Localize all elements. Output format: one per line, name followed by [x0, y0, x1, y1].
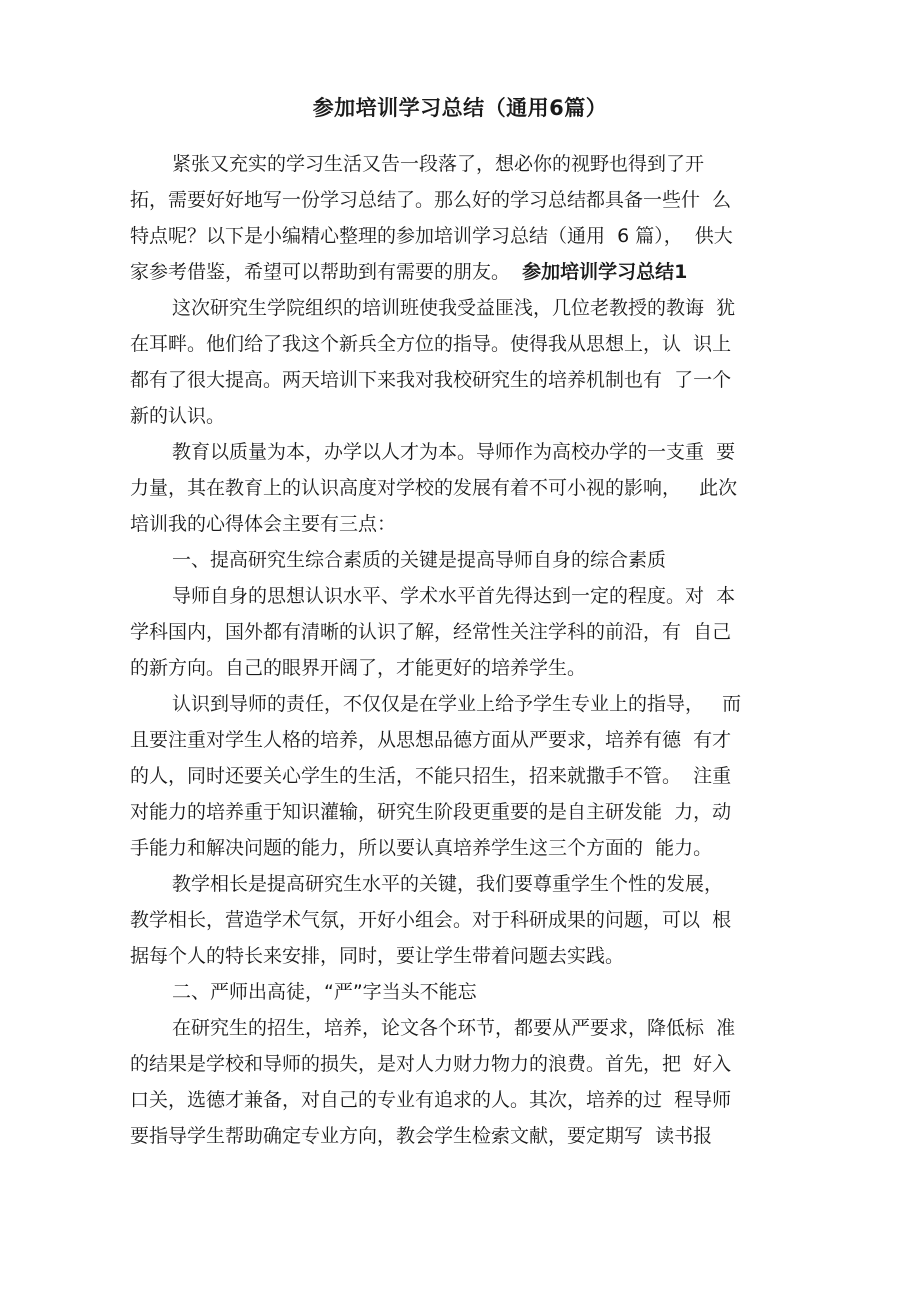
paragraph-line: 都有了很大提高。两天培训下来我对我校研究生的培养机制也有 了一个: [130, 369, 732, 391]
paragraph-line: 口关，选德才兼备，对自己的专业有追求的人。其次，培养的过 程导师: [130, 1089, 732, 1111]
paragraph-line: 拓，需要好好地写一份学习总结了。那么好的学习总结都具备一些什 么: [130, 189, 732, 211]
paragraph-line: 认识到导师的责任，不仅仅是在学业上给予学生专业上的指导， 而: [172, 693, 742, 715]
paragraph-line: 教学相长是提高研究生水平的关键，我们要尊重学生个性的发展，: [172, 873, 724, 895]
paragraph-line: 在耳畔。他们给了我这个新兵全方位的指导。使得我从思想上，认 识上: [130, 333, 732, 355]
subheading-line: 一、提高研究生综合素质的关键是提高导师自身的综合素质: [172, 549, 667, 571]
paragraph-line: 据每个人的特长来安排，同时，要让学生带着问题去实践。: [130, 945, 625, 967]
paragraph-line: 力量，其在教育上的认识高度对学校的发展有着不可小视的影响， 此次: [130, 477, 738, 499]
section-heading: 参加培训学习总结1: [522, 261, 688, 283]
paragraph-line: 学科国内，国外都有清晰的认识了解，经常性关注学科的前沿，有 自己: [130, 621, 732, 643]
paragraph-line: 要指导学生帮助确定专业方向，教会学生检索文献，要定期写 读书报: [130, 1125, 713, 1147]
paragraph-text: 家参考借鉴，希望可以帮助到有需要的朋友。: [130, 261, 511, 283]
paragraph-line: 新的认识。: [130, 405, 226, 427]
paragraph-line: 教学相长，营造学术气氛，开好小组会。对于科研成果的问题，可以 根: [130, 909, 732, 931]
paragraph-line: 教育以质量为本，办学以人才为本。导师作为高校办学的一支重 要: [172, 441, 736, 463]
paragraph-line: 的结果是学校和导师的损失，是对人力财力物力的浪费。首先，把 好入: [130, 1053, 732, 1075]
paragraph-line: 培训我的心得体会主要有三点：: [130, 513, 397, 535]
paragraph-line: [130, 260, 687, 284]
paragraph-line: 的人，同时还要关心学生的生活，不能只招生，招来就撒手不管。 注重: [130, 765, 732, 787]
subheading-line: 二、严师出高徒，“严”字当头不能忘: [172, 981, 477, 1003]
paragraph-line: 在研究生的招生，培养，论文各个环节，都要从严要求，降低标 准: [172, 1017, 736, 1039]
paragraph-line: 手能力和解决问题的能力，所以要认真培养学生这三个方面的 能力。: [130, 837, 713, 859]
paragraph-line: 对能力的培养重于知识灌输，研究生阶段更重要的是自主研发能 力，动: [130, 801, 732, 823]
paragraph-line: 这次研究生学院组织的培训班使我受益匪浅，几位老教授的教诲 犹: [172, 297, 736, 319]
paragraph-line: 且要注重对学生人格的培养，从思想品德方面从严要求，培养有德 有才: [130, 729, 732, 751]
paragraph-line: 导师自身的思想认识水平、学术水平首先得达到一定的程度。对 本: [172, 585, 736, 607]
paragraph-line: 紧张又充实的学习生活又告一段落了，想必你的视野也得到了开: [172, 153, 705, 175]
document-title: 参加培训学习总结（通用6篇）: [312, 96, 608, 120]
paragraph-line: 特点呢？以下是小编精心整理的参加培训学习总结（通用 6 篇）， 供大: [130, 225, 733, 247]
paragraph-line: 的新方向。自己的眼界开阔了，才能更好的培养学生。: [130, 657, 587, 679]
